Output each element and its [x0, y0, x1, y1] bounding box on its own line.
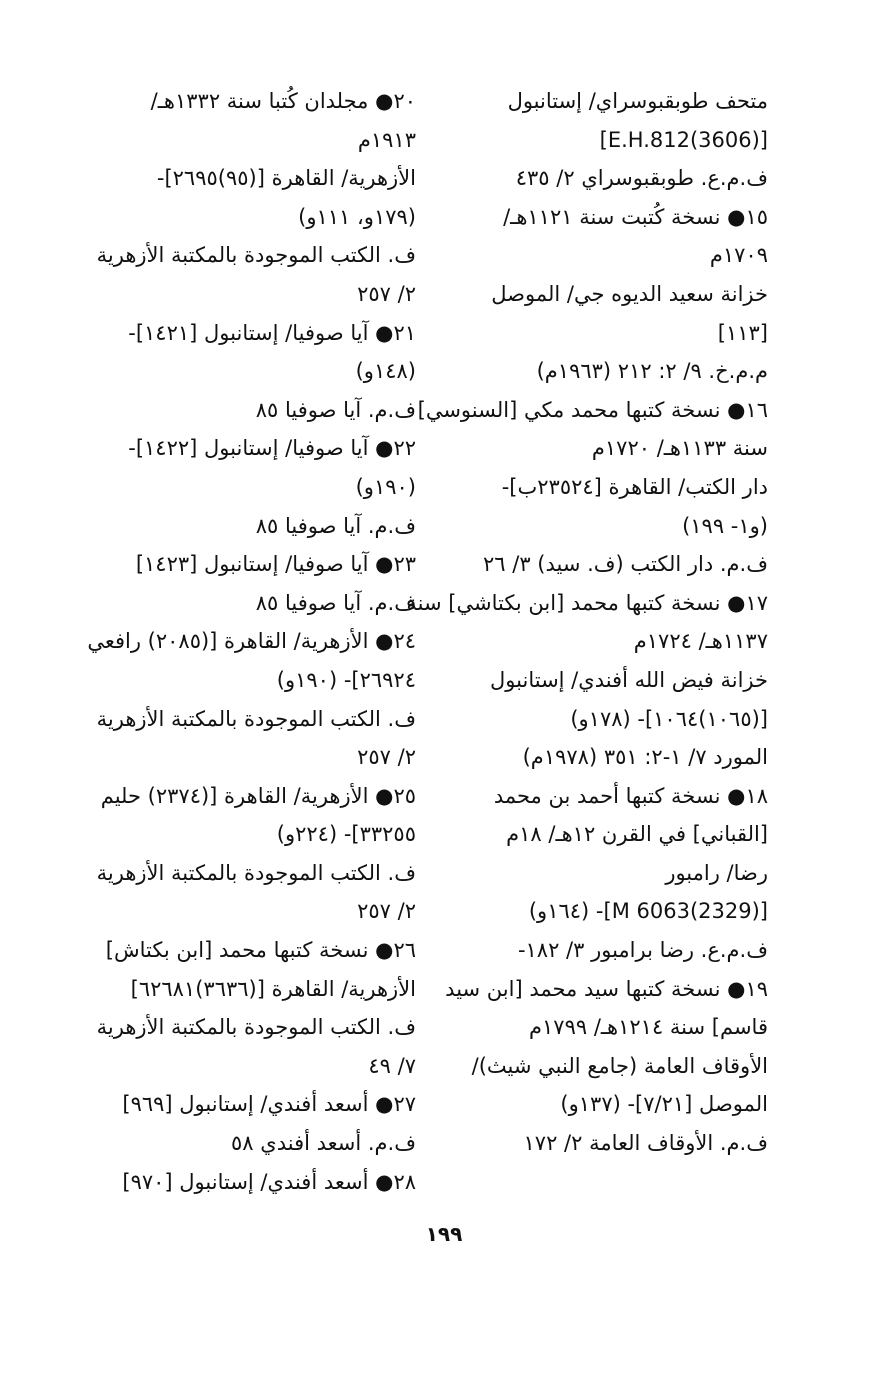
text-line: ١٩● نسخة كتبها سيد محمد [ابن سيد: [445, 976, 768, 1001]
text-line: ١٦● نسخة كتبها محمد مكي [السنوسي]: [417, 397, 768, 422]
text-line: ف.م. آيا صوفيا ٨٥: [255, 513, 416, 538]
text-line: خزانة سعيد الديوه جي/ الموصل: [491, 281, 768, 306]
text-line: [(3606)E.H.812]: [599, 127, 768, 152]
text-line: ٢٢● آيا صوفيا/ إستانبول [١٤٢٢]-: [128, 436, 416, 461]
text-line: خزانة فيض الله أفندي/ إستانبول: [490, 667, 768, 692]
text-line: ف. الكتب الموجودة بالمكتبة الأزهرية: [96, 706, 416, 731]
text-line: ٢٨● أسعد أفندي/ إستانبول [٩٧٠]: [122, 1169, 416, 1194]
text-line: ٢٦٩٢٤]- (١٩٠و): [276, 667, 416, 692]
text-line: (١٤٨و): [355, 359, 416, 384]
text-line: (١٧٩و، ١١١و): [298, 204, 416, 229]
text-line: دار الكتب/ القاهرة [٢٣٥٢٤ب]-: [501, 474, 768, 499]
text-line: ٢٥● الأزهرية/ القاهرة [(٢٣٧٤) حليم: [100, 783, 416, 808]
text-line: ٢٠● مجلدان كُتبا سنة ١٣٣٢هـ/: [150, 89, 416, 113]
text-line: ف.م. آيا صوفيا ٨٥: [255, 590, 416, 615]
text-line: رضا/ رامبور: [665, 860, 768, 885]
text-line: الأوقاف العامة (جامع النبي شيث)/: [471, 1053, 768, 1078]
text-line: ١٧٠٩م: [709, 243, 768, 268]
text-line: ٢١● آيا صوفيا/ إستانبول [١٤٢١]-: [128, 320, 416, 345]
text-line: م.م.خ. ٩/ ٢: ٢١٢ (١٩٦٣م): [536, 359, 768, 384]
text-line: ١١٣٧هـ/ ١٧٢٤م: [633, 629, 768, 654]
text-line: متحف طوبقبوسراي/ إستانبول: [507, 89, 768, 113]
text-line: ف. الكتب الموجودة بالمكتبة الأزهرية: [96, 243, 416, 268]
text-line: ٢/ ٢٥٧: [357, 281, 416, 306]
text-line: ٢٤● الأزهرية/ القاهرة [(٢٠٨٥) رافعي: [87, 629, 416, 654]
text-line: ٢٦● نسخة كتبها محمد [ابن بكتاش]: [105, 938, 416, 963]
text-line: [(2329)6063 M]- (١٦٤و): [528, 899, 768, 924]
text-line: ٣٣٢٥٥]- (٢٢٤و): [276, 822, 416, 847]
text-line: ف.م.ع. رضا برامبور ٣/ ١٨٢-: [517, 938, 768, 963]
text-line: [١١٣]: [717, 320, 768, 345]
text-line: [القباني] في القرن ١٢هـ/ ١٨م: [506, 822, 768, 847]
text-line: ف.م. أسعد أفندي ٥٨: [231, 1131, 416, 1156]
text-line: قاسم] سنة ١٢١٤هـ/ ١٧٩٩م: [529, 1015, 768, 1040]
text-line: الموصل [٧/٢١]- (١٣٧و): [560, 1092, 768, 1117]
text-line: (١٩٠و): [355, 474, 416, 499]
text-line: الأزهرية/ القاهرة [(٩٥)٢٦٩٥]-: [156, 166, 416, 191]
left-column: [71, 82, 416, 1201]
text-line: ف.م. الأوقاف العامة ٢/ ١٧٢: [523, 1131, 768, 1156]
text-line: ٢/ ٢٥٧: [357, 745, 416, 770]
text-line: سنة ١١٣٣هـ/ ١٧٢٠م: [591, 436, 768, 461]
text-line: (و١- ١٩٩): [682, 513, 768, 538]
right-column: [406, 82, 768, 1163]
text-line: ١٧● نسخة كتبها محمد [ابن بكتاشي] سنة: [406, 590, 768, 615]
text-line: ف.م. آيا صوفيا ٨٥: [255, 397, 416, 422]
text-line: ف.م. دار الكتب (ف. سيد) ٣/ ٢٦: [482, 552, 768, 577]
text-line: ٢/ ٢٥٧: [357, 899, 416, 924]
text-line: ١٨● نسخة كتبها أحمد بن محمد: [493, 783, 768, 808]
text-line: الأزهرية/ القاهرة [(٣٦٣٦)٦٢٦٨١]: [130, 976, 416, 1001]
text-line: ٧/ ٤٩: [368, 1053, 416, 1078]
page-number: ١٩٩: [425, 1222, 463, 1246]
text-line: ف. الكتب الموجودة بالمكتبة الأزهرية: [96, 1015, 416, 1040]
text-line: ١٥● نسخة كُتبت سنة ١١٢١هـ/: [503, 204, 768, 229]
text-line: ف. الكتب الموجودة بالمكتبة الأزهرية: [96, 860, 416, 885]
text-line: ٢٧● أسعد أفندي/ إستانبول [٩٦٩]: [122, 1092, 416, 1117]
text-line: المورد ٧/ ١-٢: ٣٥١ (١٩٧٨م): [522, 745, 768, 770]
text-line: ٢٣● آيا صوفيا/ إستانبول [١٤٢٣]: [135, 552, 416, 577]
text-line: [(١٠٦٥)١٠٦٤]- (١٧٨و): [570, 706, 768, 731]
text-line: ف.م.ع. طوبقبوسراي ٢/ ٤٣٥: [515, 166, 768, 191]
text-line: ١٩١٣م: [357, 127, 416, 152]
